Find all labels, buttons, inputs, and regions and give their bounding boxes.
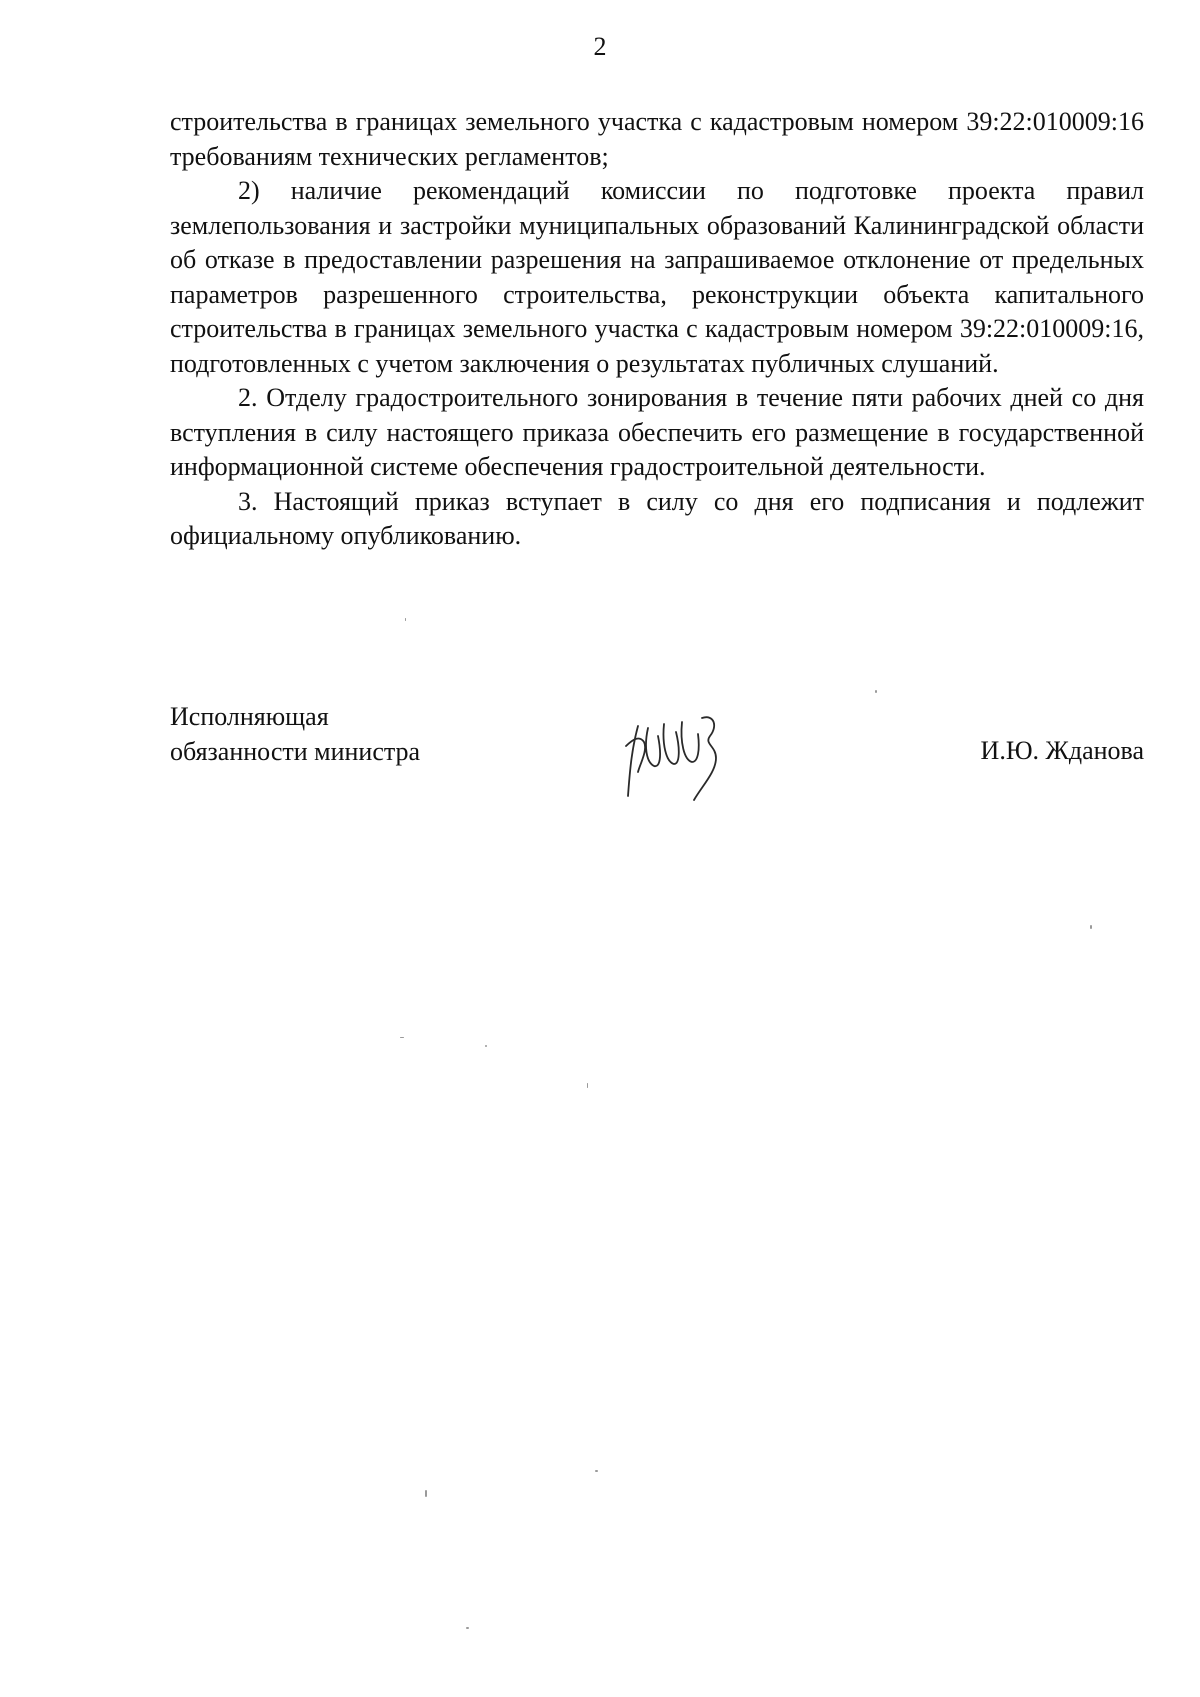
scan-speck xyxy=(1090,925,1092,929)
scan-speck xyxy=(485,1045,487,1047)
scan-speck xyxy=(425,1490,427,1497)
signatory-position xyxy=(170,700,420,769)
signatory-position-line-1: Исполняющая xyxy=(170,702,329,731)
paragraph-point-3: 3. Настоящий приказ вступает в силу со дня его подписания и подлежит официальному опубликованию. xyxy=(170,486,1144,550)
signatory-name: И.Ю. Жданова xyxy=(980,736,1144,765)
scan-speck xyxy=(400,1037,404,1038)
scan-speck xyxy=(466,1627,469,1629)
handwritten-signature xyxy=(618,706,738,806)
page-number: 2 xyxy=(593,32,607,61)
paragraph-continuation: строительства в границах земельного участка с кадастровым номером 39:22:010009:16 требованиям технических регламентов; xyxy=(170,107,1144,171)
signatory-position-line-2: обязанности министра xyxy=(170,736,421,766)
scan-speck xyxy=(405,618,406,621)
paragraph-point-2: 2. Отделу градостроительного зонирования в течение пяти рабочих дней со дня вступления в силу настоящего приказа обеспечить его размещение в государственной информационной системе обеспечения градостроительной деятельности. xyxy=(170,383,1144,481)
document-body xyxy=(170,105,1144,554)
scan-speck xyxy=(875,690,877,693)
paragraph-item-2: 2) наличие рекомендаций комиссии по подготовке проекта правил землепользования и застройки муниципальных образований Калининградской области об отказе в предоставлении разрешения на запрашиваемое отклонение от предельных параметров разрешенного строительства, реконструкции объекта капитального строительства в границах земельного участка с кадастровым номером 39:22:010009:16, подготовленных с учетом заключения о результатах публичных слушаний. xyxy=(170,176,1144,378)
scan-speck xyxy=(595,1470,598,1472)
scan-speck xyxy=(587,1083,588,1088)
